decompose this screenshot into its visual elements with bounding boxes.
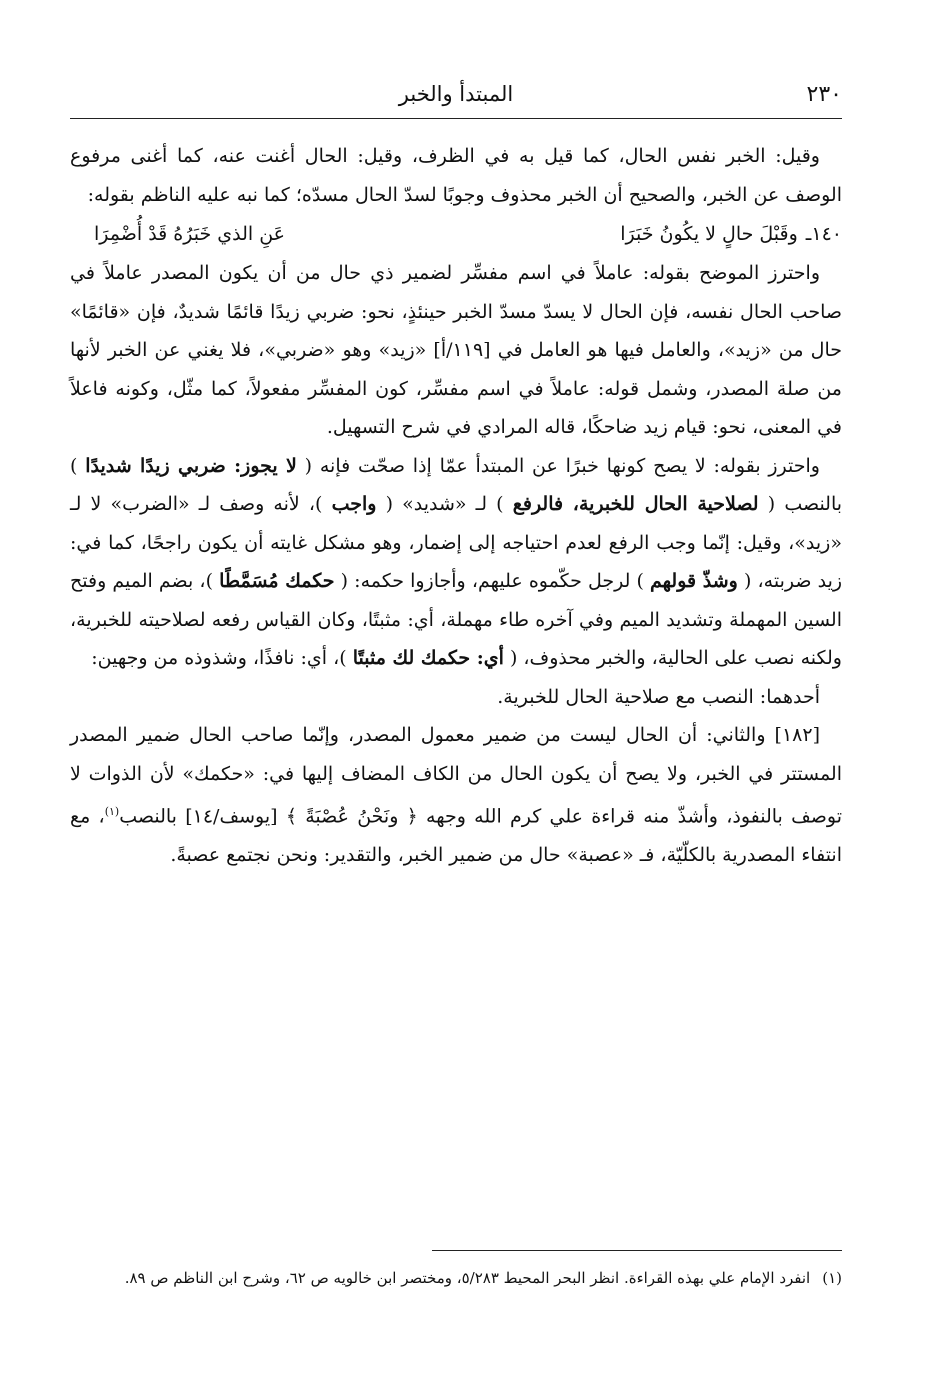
paragraph-3-text: ) لـ «شديد» ( — [385, 493, 504, 515]
verse-first-hemistich: وقَبْلَ حالٍ لا يكُونُ خَبَرَا — [620, 223, 798, 245]
page — [70, 78, 842, 1368]
paragraph-4: أحدهما: النصب مع صلاحية الحال للخبرية. — [497, 685, 820, 708]
paragraph-3-bold: حكمك مُسَمَّطًا — [219, 570, 335, 592]
paragraph-5 — [70, 716, 842, 874]
footnote-text: انفرد الإمام علي بهذه القراءة. انظر البحر المحيط ٥/٢٨٣، ومختصر ابن خالويه ص ٦٢، وشرح ابن الناظم ص ٨٩. — [124, 1269, 811, 1287]
paragraph-3-bold: وشذّ قولهم — [650, 570, 738, 592]
page-header — [70, 78, 842, 119]
paragraph-3-bold: لا يجوز: ضربي زيدًا شديدًا — [85, 454, 297, 477]
paragraph-3 — [70, 447, 842, 678]
verse-number: ١٤٠ـ — [805, 223, 842, 245]
footnote — [70, 1260, 842, 1296]
footnote-separator — [432, 1250, 842, 1251]
paragraph-5-text: ، مع انتفاء المصدرية بالكلّيّة، فـ «عصبة» حال من ضمير الخبر، والتقدير: ونحن نجتمع عصبةً. — [70, 805, 842, 866]
footnote-number: (١) — [822, 1269, 842, 1287]
paragraph-2: واحترز الموضح بقوله: عاملاً في اسم مفسِّر لضمير ذي حال من أن يكون المصدر عاملاً في صاحب الحال نفسه، فإن الحال لا يسدّ مسدّ الخبر حينئذٍ، نحو: ضربي زيدًا قائمًا شديدٌ، فإن «قائمًا» حال من «زيد»، والعامل فيها هو العامل في [١١٩/أ] «زيد» وهو «ضربي»، فلا يغني عن الخبر لأنها من صلة المصدر، وشمل قوله: عاملاً في اسم مفسِّر، كون المفسِّر مفعولاً، كما مثّل، وكونه فاعلاً في المعنى، نحو: قيام زيد ضاحكًا، قاله المرادي في شرح التسهيل. — [70, 262, 842, 438]
verse-second-hemistich: عَنِ الذي خَبَرُهُ قَدْ أُضْمِرَا — [94, 223, 286, 245]
paragraph-3-text: ) لرجل حكّموه عليهم، وأجازوا حكمه: ( — [340, 570, 644, 592]
footnote-reference[interactable]: (١) — [104, 805, 120, 818]
paragraph-3-text: )، بضم الميم وفتح السين المهملة وتشديد الميم وفي آخره طاء مهملة، أي: مثبتًا، وكان القياس رفعه لصلاحيته للخبرية، ولكنه نصب على الحالية، والخبر محذوف، ( — [70, 570, 842, 669]
verse-first-hemistich-wrap — [468, 214, 842, 254]
paragraph-5-text: [١٨٢] والثاني: أن الحال ليست من ضمير معمول المصدر، وإنّما صاحب الحال ضمير المصدر المستتر في الخبر، ولا يصح أن يكون الحال من الكاف المضاف إليها في: «حكمك» لأن الذوات لا توصف بالنفوذ، وأشذّ منه قراءة علي كرم الله وجهه ﴿ ونَحْنُ عُصْبَةً ﴾ [يوسف/١٤] بالنصب — [70, 724, 843, 828]
paragraph-3-bold: واجب — [331, 493, 377, 515]
verse-line — [70, 214, 842, 254]
paragraph-3-bold: أي: حكمك لك مثبتًا — [352, 647, 504, 669]
page-number: ٢٣٠ — [806, 82, 842, 107]
running-title: المبتدأ والخبر — [398, 82, 514, 106]
page-body — [70, 137, 842, 874]
paragraph-3-text: )، لأنه وصف لـ «الضرب» لا لـ «زيد»، وقيل: إنّما وجب الرفع لعدم احتياجه إلى إضمار، وهو مشكل غايته أن يكون راجحًا، كما في: زيد ضربته، ( — [70, 493, 843, 592]
paragraph-3-text: واحترز بقوله: لا يصح كونها خبرًا عن المبتدأ عمّا إذا صحّت فإنه ( — [304, 454, 820, 477]
paragraph-1: وقيل: الخبر نفس الحال، كما قيل به في الظرف، وقيل: الحال أغنت عنه، كما أغنى مرفوع الوصف عن الخبر، والصحيح أن الخبر محذوف وجوبًا لسدّ الحال مسدّه؛ كما نبه عليه الناظم بقوله: — [70, 145, 842, 206]
paragraph-3-text: ) بالنصب ( — [70, 454, 843, 515]
paragraph-3-bold: لصلاحية الحال للخبرية، فالرفع — [512, 493, 759, 515]
paragraph-3-text: )، أي: نافذًا، وشذوذه من وجهين: — [91, 647, 347, 669]
